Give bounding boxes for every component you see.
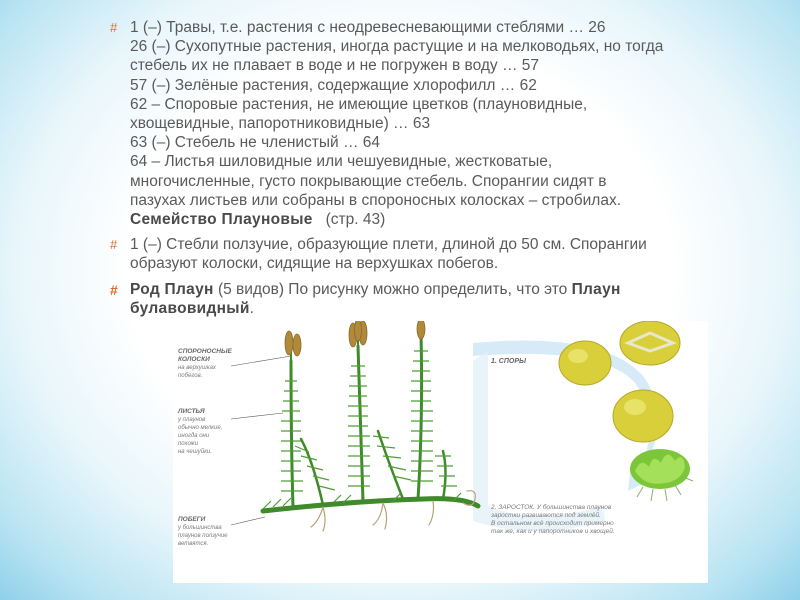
leaves-caption-1: ЛИСТЬЯ	[178, 408, 205, 415]
family-name: Семейство Плауновые	[130, 211, 313, 229]
genus-text: (5 видов) По рисунку можно определить, что это	[213, 280, 572, 298]
prothallus-caption-1: 2. ЗАРОСТОК. У большинства плаунов	[491, 504, 612, 511]
lycopodium-illustration	[173, 321, 708, 583]
text-line: многочисленные, густо покрывающие стебель. Спорангии сидят в	[130, 172, 607, 190]
leaves-caption-5: похожи	[178, 441, 199, 447]
text-line: хвощевидные, папоротниковидные) … 63	[130, 115, 431, 133]
leaves-caption-3: обычно мелкие,	[178, 425, 223, 431]
leaves-caption-6: на чешуйки.	[178, 449, 212, 455]
text-line: стебель их не плавает в воде и не погружен в воду … 57	[130, 57, 540, 75]
prothallus-caption-4: так же, как и у папоротников и хвощей.	[491, 528, 615, 535]
shoots-caption-2: у большинства	[178, 525, 222, 531]
shoots-caption-4: ветвятся.	[178, 541, 209, 547]
strobili-caption-3: на верхушках	[178, 365, 216, 371]
species-epithet: булавовидный	[130, 299, 250, 317]
text-line: 26 (–) Сухопутные растения, иногда растущие и на мелководьях, но тогда	[130, 38, 664, 56]
prothallus-caption-2: заростки развиваются под землёй.	[491, 512, 601, 519]
text-line	[130, 299, 790, 318]
leaves-caption-4: иногда они	[178, 433, 210, 439]
shoots-caption-3: плаунов ползучие	[178, 533, 228, 539]
text-line: 57 (–) Зелёные растения, содержащие хлорофилл … 62	[130, 76, 537, 94]
bullet-icon: #	[110, 20, 118, 35]
text-line	[130, 280, 790, 299]
family-page-ref: (стр. 43)	[325, 211, 386, 229]
prothallus	[630, 449, 693, 501]
bullet-icon: #	[110, 237, 118, 253]
strobili	[285, 321, 425, 361]
illustration-svg	[173, 321, 708, 583]
strobili-caption-2: КОЛОСКИ	[178, 356, 210, 363]
species-name: Плаун	[571, 280, 621, 298]
sentence-end: .	[249, 299, 254, 317]
spore-1	[559, 341, 611, 385]
shoots-caption-1: ПОБЕГИ	[178, 516, 206, 523]
text-line: 62 – Споровые растения, не имеющие цветков (плауновидные,	[130, 95, 588, 113]
key-paragraph	[110, 235, 790, 273]
genus-paragraph	[110, 280, 790, 318]
strobili-caption-1: СПОРОНОСНЫЕ	[178, 348, 232, 355]
strobili-caption-4: побегов.	[178, 373, 203, 379]
spore-2	[620, 321, 680, 365]
text-line: 1 (–) Стебли ползучие, образующие плети, длиной до 50 см. Спорангии	[130, 236, 647, 254]
leaves-caption-2: у плаунов	[178, 417, 206, 423]
spore-3	[613, 390, 673, 442]
spores-caption: 1. СПОРЫ	[491, 358, 526, 365]
text-line: 64 – Листья шиловидные или чешуевидные, жестковатые,	[130, 153, 553, 171]
genus-name: Род Плаун	[130, 280, 214, 298]
slide-text	[110, 18, 790, 324]
key-paragraph	[110, 18, 790, 229]
text-line: пазухах листьев или собраны в спороносных колосках – стробилах.	[130, 191, 622, 209]
leader-line	[231, 517, 265, 525]
text-line: 1 (–) Травы, т.е. растения с неодревесневающими стеблями … 26	[130, 19, 606, 36]
leader-line	[231, 356, 291, 366]
bullet-icon: #	[110, 281, 118, 298]
prothallus-caption-3: В остальном всё происходит примерно	[491, 520, 614, 527]
text-line: образуют колоски, сидящие на верхушках побегов.	[130, 255, 499, 273]
family-line	[130, 210, 790, 229]
leader-line	[231, 413, 283, 419]
text-line: 63 (–) Стебель не членистый … 64	[130, 134, 381, 152]
